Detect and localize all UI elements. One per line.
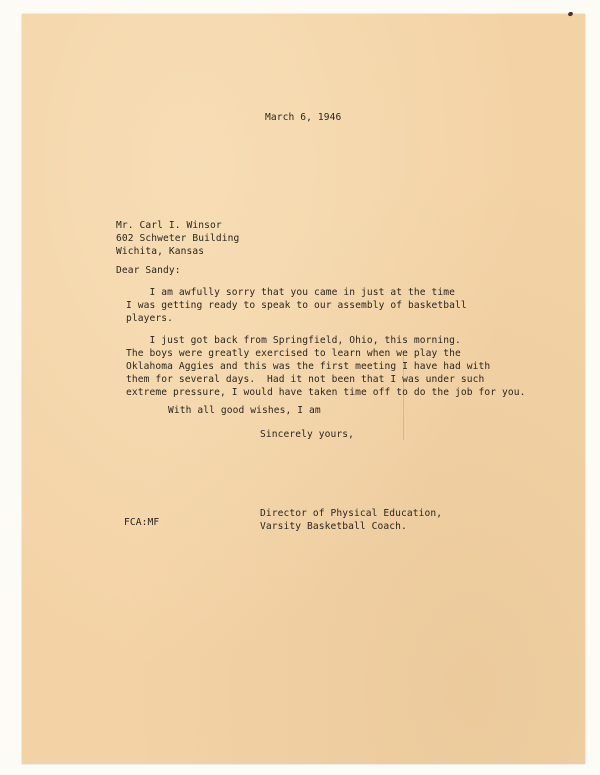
paragraph-2-line: Oklahoma Aggies and this was the first meeting I have had with bbox=[126, 361, 491, 372]
paragraph-1-line: I was getting ready to speak to our assembly of basketball bbox=[126, 300, 467, 311]
complimentary-close: Sincerely yours, bbox=[260, 429, 355, 440]
signature-title-line: Director of Physical Education, bbox=[260, 508, 443, 519]
paragraph-1-line: I am awfully sorry that you came in just at the time bbox=[126, 287, 456, 298]
recipient-city: Wichita, Kansas bbox=[116, 246, 205, 257]
salutation: Dear Sandy: bbox=[116, 265, 181, 276]
paragraph-2-line: The boys were greatly exercised to learn when we play the bbox=[126, 348, 461, 359]
recipient-street: 602 Schweter Building bbox=[116, 233, 240, 244]
reference-initials: FCA:MF bbox=[124, 517, 160, 528]
signature-title-line: Varsity Basketball Coach. bbox=[260, 521, 407, 532]
letter-date: March 6, 1946 bbox=[265, 112, 342, 123]
paragraph-2-line: I just got back from Springfield, Ohio, this morning. bbox=[126, 335, 461, 346]
paragraph-2-line: them for several days. Had it not been that I was under such bbox=[126, 374, 485, 385]
paragraph-1-line: players. bbox=[126, 313, 174, 324]
paragraph-2-line: extreme pressure, I would have taken time off to do the job for you. bbox=[126, 387, 526, 398]
good-wishes-line: With all good wishes, I am bbox=[168, 405, 321, 416]
recipient-name: Mr. Carl I. Winsor bbox=[116, 220, 222, 231]
